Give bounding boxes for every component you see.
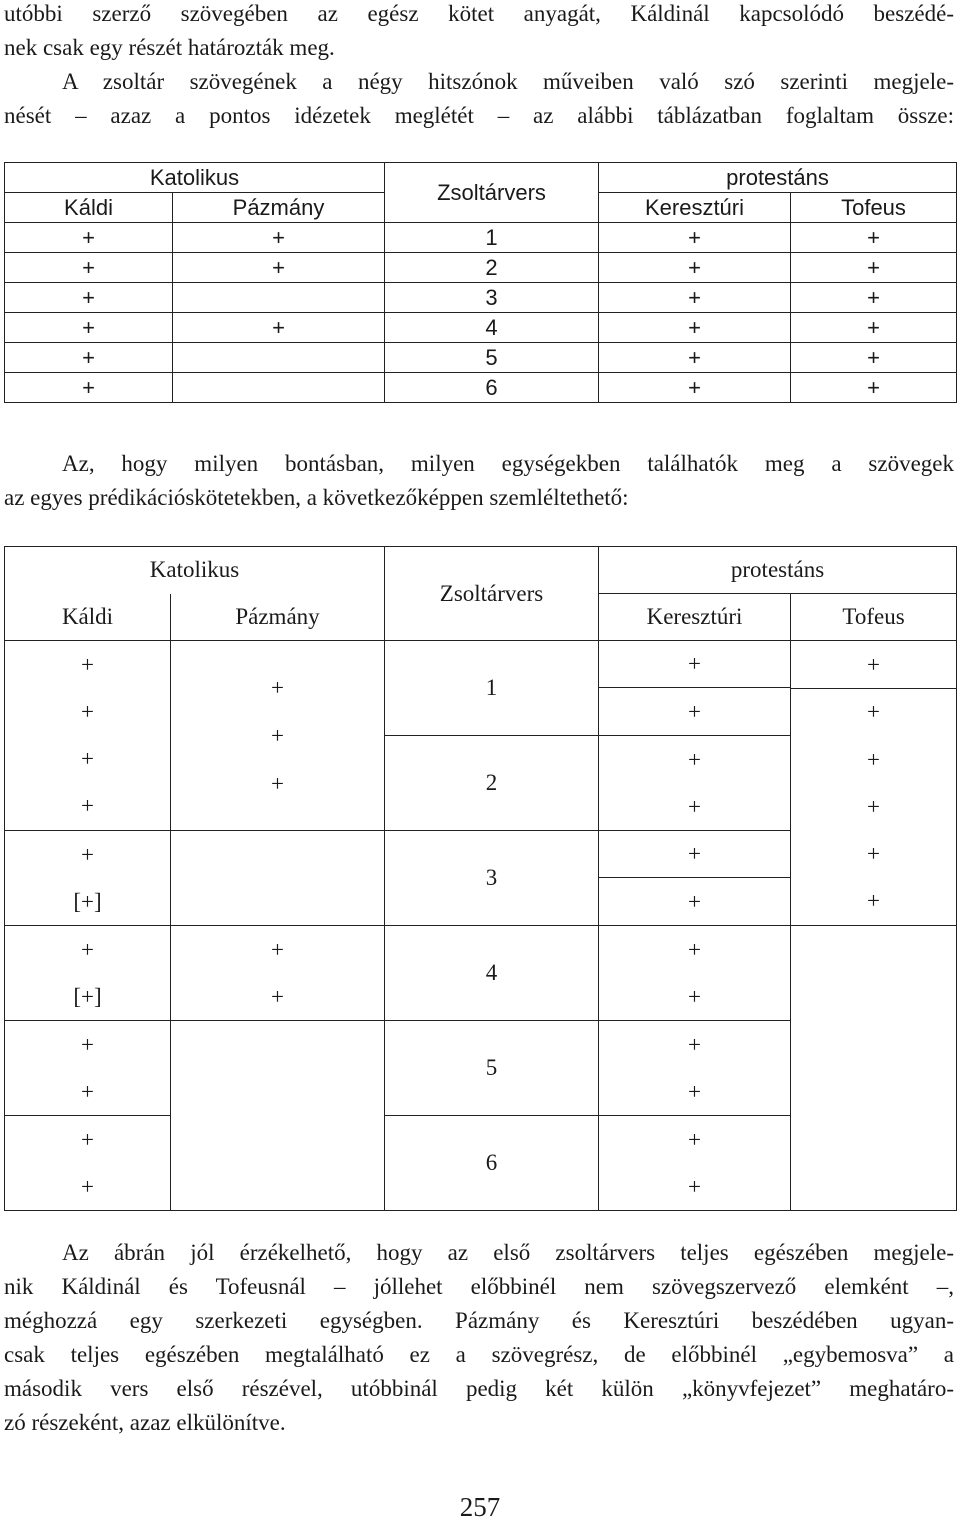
middle-paragraph xyxy=(4,447,954,515)
header-tofeus: Tofeus xyxy=(791,193,957,223)
structure-table xyxy=(4,546,957,1211)
header-protestans: protestáns xyxy=(599,547,957,594)
cell-kaldi: + xyxy=(5,253,173,283)
table-row xyxy=(5,641,957,736)
header-kaldi: Káldi xyxy=(5,594,171,641)
header-protestans: protestáns xyxy=(599,163,957,193)
cell-kaldi: + [+] xyxy=(5,926,171,1021)
cell-tofeus-empty xyxy=(791,926,957,1211)
cell-kaldi: + + xyxy=(5,1116,171,1211)
cell-tofeus: + xyxy=(791,283,957,313)
cell-kaldi: + + xyxy=(5,1021,171,1116)
cell-pazmany xyxy=(173,343,385,373)
cell-tofeus: + xyxy=(791,223,957,253)
header-tofeus: Tofeus xyxy=(791,594,957,641)
cell-kereszturi: + + xyxy=(599,926,791,1021)
cell-vers: 1 xyxy=(385,223,599,253)
table-row xyxy=(5,343,957,373)
middle-line: Az, hogy milyen bontásban, milyen egységekben találhatók meg a szövegek xyxy=(62,451,954,476)
middle-line: az egyes prédikációskötetekben, a következőképpen szemléltethető: xyxy=(4,485,629,510)
cell-kaldi: + xyxy=(5,343,173,373)
cell-pazmany: + + xyxy=(171,926,385,1021)
header-katolikus: Katolikus xyxy=(5,163,385,193)
cell-vers: 1 xyxy=(385,641,599,736)
cell-pazmany: + xyxy=(173,253,385,283)
header-pazmany: Pázmány xyxy=(173,193,385,223)
conclusion-line: csak teljes egészében megtalálható ez a szövegrész, de előbbinél „egybemosva” a xyxy=(4,1342,954,1367)
conclusion-line: méghozzá egy szerkezeti egységben. Pázmány és Keresztúri beszédében ugyan- xyxy=(4,1308,954,1333)
table-row xyxy=(5,313,957,343)
cell-pazmany: + + + xyxy=(171,641,385,831)
cell-tofeus: + xyxy=(791,253,957,283)
cell-tofeus: + + xyxy=(791,736,957,831)
conclusion-line: nik Káldinál és Tofeusnál – jóllehet előbbinél nem szövegszervező elemként –, xyxy=(4,1274,954,1299)
citation-table xyxy=(4,162,957,403)
table-row xyxy=(5,831,957,926)
cell-pazmany: + xyxy=(173,223,385,253)
intro-paragraph xyxy=(4,0,954,133)
cell-vers: 5 xyxy=(385,1021,599,1116)
cell-kereszturi: + xyxy=(599,283,791,313)
cell-kereszturi: + xyxy=(599,343,791,373)
header-zsoltarvers: Zsoltárvers xyxy=(385,163,599,223)
intro-line: nését – azaz a pontos idézetek meglétét – az alábbi táblázatban foglaltam össze: xyxy=(4,103,954,128)
conclusion-line: zó részeként, azaz elkülönítve. xyxy=(4,1410,286,1435)
header-pazmany: Pázmány xyxy=(171,594,385,641)
intro-line: utóbbi szerző szövegében az egész kötet anyagát, Káldinál kapcsolódó beszédé- xyxy=(4,1,954,26)
cell-tofeus: + + xyxy=(791,641,957,736)
cell-vers: 3 xyxy=(385,831,599,926)
cell-pazmany xyxy=(171,831,385,926)
conclusion-line: Az ábrán jól érzékelhető, hogy az első zsoltárvers teljes egészében megjele- xyxy=(62,1240,954,1265)
intro-line: nek csak egy részét határozták meg. xyxy=(4,35,335,60)
cell-vers: 4 xyxy=(385,926,599,1021)
cell-kereszturi: + + xyxy=(599,1021,791,1116)
cell-tofeus: + xyxy=(791,343,957,373)
cell-kaldi: + [+] xyxy=(5,831,171,926)
conclusion-line: második vers első részével, utóbbinál pedig két külön „könyvfejezet” meghatáro- xyxy=(4,1376,954,1401)
cell-kaldi: + xyxy=(5,313,173,343)
table-row xyxy=(5,736,957,831)
cell-vers: 6 xyxy=(385,373,599,403)
header-katolikus: Katolikus xyxy=(5,547,385,594)
cell-kaldi: + xyxy=(5,223,173,253)
header-kaldi: Káldi xyxy=(5,193,173,223)
cell-tofeus: + xyxy=(791,313,957,343)
cell-kereszturi: + + xyxy=(599,831,791,926)
cell-vers: 2 xyxy=(385,253,599,283)
table-row xyxy=(5,926,957,1021)
cell-kaldi: + + xyxy=(5,641,171,736)
cell-vers: 4 xyxy=(385,313,599,343)
cell-pazmany xyxy=(173,283,385,313)
table-row xyxy=(5,223,957,253)
intro-line: A zsoltár szövegének a négy hitszónok műveiben való szó szerinti megjele- xyxy=(62,69,954,94)
header-kereszturi: Keresztúri xyxy=(599,193,791,223)
cell-kereszturi: + xyxy=(599,253,791,283)
cell-kaldi: + + xyxy=(5,736,171,831)
cell-vers: 3 xyxy=(385,283,599,313)
cell-tofeus: + + xyxy=(791,831,957,926)
cell-vers: 6 xyxy=(385,1116,599,1211)
conclusion-paragraph xyxy=(4,1236,954,1440)
header-kereszturi: Keresztúri xyxy=(599,594,791,641)
cell-pazmany: + xyxy=(173,313,385,343)
cell-kereszturi: + + xyxy=(599,1116,791,1211)
page-number: 257 xyxy=(459,1492,501,1522)
table-row xyxy=(5,373,957,403)
table-row xyxy=(5,253,957,283)
cell-vers: 2 xyxy=(385,736,599,831)
cell-kereszturi: + xyxy=(599,223,791,253)
table-row xyxy=(5,283,957,313)
cell-kaldi: + xyxy=(5,283,173,313)
cell-pazmany xyxy=(173,373,385,403)
cell-kereszturi: + xyxy=(599,373,791,403)
cell-kaldi: + xyxy=(5,373,173,403)
header-zsoltarvers: Zsoltárvers xyxy=(385,547,599,641)
cell-vers: 5 xyxy=(385,343,599,373)
cell-kereszturi: + xyxy=(599,313,791,343)
cell-tofeus: + xyxy=(791,373,957,403)
cell-kereszturi: + + xyxy=(599,736,791,831)
cell-pazmany-empty xyxy=(171,1021,385,1211)
cell-kereszturi: + + xyxy=(599,641,791,736)
